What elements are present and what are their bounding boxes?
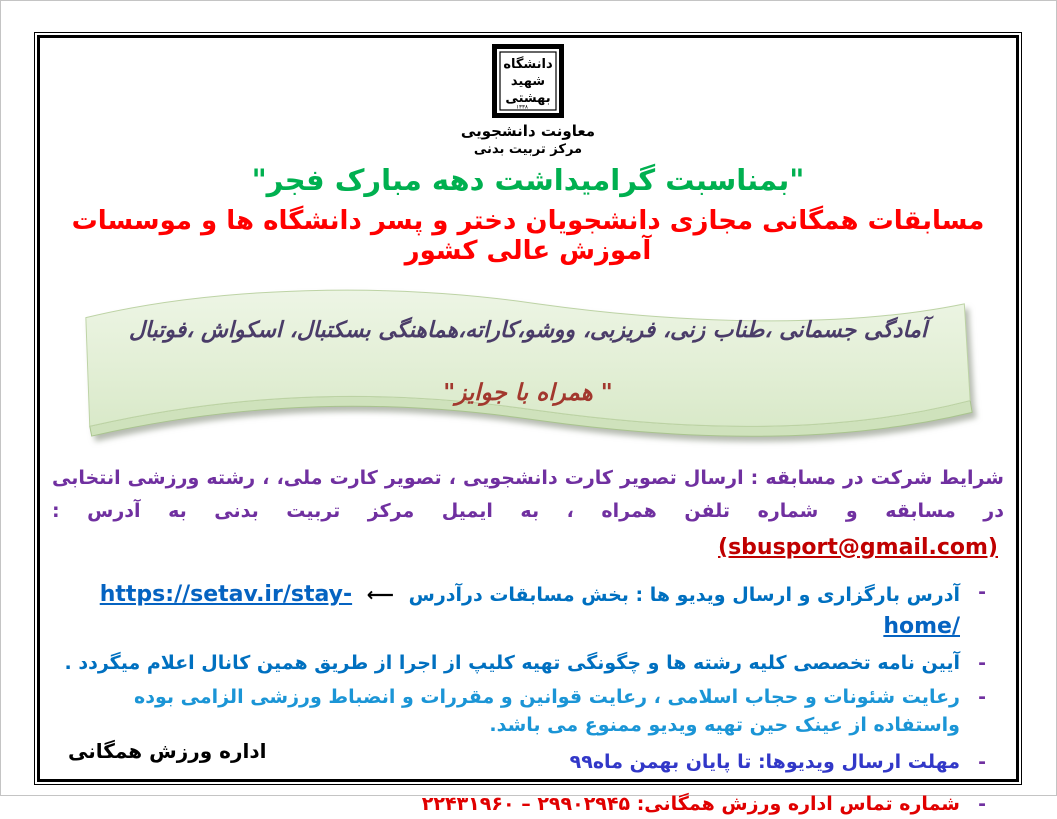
bullet-dash: - (978, 581, 986, 603)
wave-shape (80, 292, 976, 442)
logo-year: ۱۳۳۸ (516, 104, 528, 111)
prizes-text: " همراه با جوایز" (443, 380, 613, 406)
contact-email-link[interactable]: (sbusport@gmail.com) (718, 534, 998, 560)
logo-text-line3: بهشتی (505, 91, 551, 106)
bullet-dash: - (978, 686, 986, 709)
physical-education-center-title: مرکز تربیت بدنی (473, 142, 583, 157)
deadline-text: مهلت ارسال ویدیوها: تا پایان بهمن ماه۹۹ (569, 751, 960, 774)
sports-list-text: آمادگی جسمانی ،طناب زنی، فریزبی، ووشو،کاراته،هماهنگی بسکتبال، اسکواش ،فوتبال (128, 318, 928, 343)
participation-conditions (52, 462, 1004, 567)
bullet-dress-code (54, 684, 990, 739)
info-bullet-list (54, 579, 990, 819)
logo-text-line1: دانشگاه (503, 57, 553, 72)
bullet-contact-phone (54, 791, 990, 819)
contact-phone-text: شماره تماس اداره ورزش همگانی: ۲۹۹۰۲۹۴۵ – ۲۲۴۳۱۹۶۰ (421, 792, 960, 815)
bullet-dash: - (978, 792, 986, 815)
occasion-title: "بمناسبت گرامیداشت دهه مبارک فجر" (251, 163, 805, 197)
deputy-title: معاونت دانشجویی (460, 122, 596, 140)
bullet-upload-address (54, 579, 990, 643)
dress-code-text: رعایت شئونات و حجاب اسلامی ، رعایت قوانین و مقررات و انضباط ورزشی الزامی بوده واستفاده از عینک حین تهیه ویدیو ممنوع می باشد. (133, 686, 960, 736)
issuing-department: اداره ورزش همگانی (68, 739, 267, 763)
upload-site-link[interactable]: https://setav.ir/stay-home/ (99, 582, 960, 639)
sports-banner (80, 292, 976, 442)
competition-title: مسابقات همگانی مجازی دانشجویان دختر و پسر دانشگاه ها و موسسات آموزش عالی کشور (71, 206, 985, 266)
page-border-frame-inner (37, 35, 1019, 815)
bullet-dash: - (978, 651, 986, 674)
header (48, 44, 1008, 156)
regulations-text: آیین نامه تخصصی کلیه رشته ها و چگونگی تهیه کلیپ از اجرا از طریق همین کانال اعلام میگردد . (64, 651, 960, 674)
university-logo (492, 44, 564, 118)
conditions-text: شرایط شرکت در مسابقه : ارسال تصویر کارت دانشجویی ، تصویر کارت ملی، ، رشته ورزشی انتخابی در مسابقه و شماره تلفن همراه ، به ایمیل مرکز تربیت بدنی به آدرس : (52, 467, 1004, 523)
bullet-dash: - (978, 751, 986, 774)
upload-address-text: آدرس بارگزاری و ارسال ویدیو ها : بخش مسابقات درآدرس (408, 584, 960, 606)
left-arrow-icon: ⟵ (366, 584, 394, 606)
bullet-regulations (54, 650, 990, 678)
page-border-frame (34, 32, 1022, 815)
logo-text-line2: شهید (510, 74, 546, 89)
